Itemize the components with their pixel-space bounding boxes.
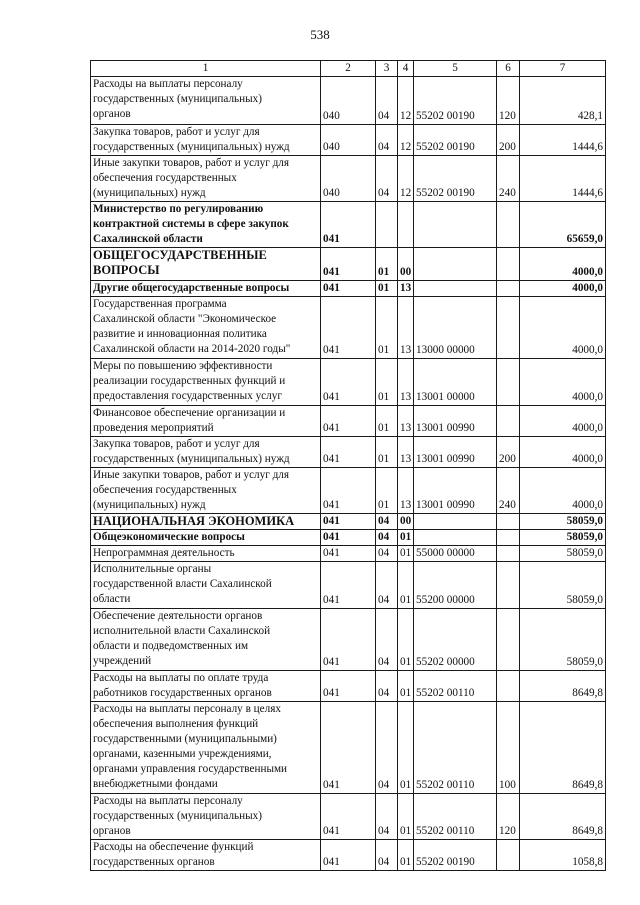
row-name: Расходы на выплаты персоналу государственных (муниципальных) органов <box>91 794 321 840</box>
row-admin-code: 041 <box>321 468 376 514</box>
row-expense-type <box>497 546 520 562</box>
row-admin-code: 041 <box>321 202 376 248</box>
row-target-article <box>414 514 497 530</box>
row-section: 04 <box>376 156 398 202</box>
row-subsection: 01 <box>398 530 414 546</box>
row-section: 04 <box>376 530 398 546</box>
row-expense-type: 200 <box>497 437 520 468</box>
row-subsection: 13 <box>398 437 414 468</box>
row-section: 04 <box>376 514 398 530</box>
row-section: 01 <box>376 437 398 468</box>
row-amount: 4000,0 <box>520 468 606 514</box>
table-row <box>91 281 606 297</box>
header-col-1: 1 <box>91 61 321 77</box>
row-expense-type <box>497 609 520 671</box>
row-target-article: 13001 00990 <box>414 437 497 468</box>
row-target-article: 55200 00000 <box>414 562 497 609</box>
row-target-article: 55202 00110 <box>414 794 497 840</box>
row-expense-type: 100 <box>497 702 520 794</box>
row-admin-code: 041 <box>321 562 376 609</box>
row-section: 04 <box>376 125 398 156</box>
row-section: 04 <box>376 546 398 562</box>
row-amount: 4000,0 <box>520 406 606 437</box>
row-target-article: 55202 00110 <box>414 671 497 702</box>
row-admin-code: 040 <box>321 77 376 125</box>
row-name: Непрограммная деятельность <box>91 546 321 562</box>
row-amount: 4000,0 <box>520 281 606 297</box>
row-section: 04 <box>376 840 398 871</box>
row-subsection: 01 <box>398 702 414 794</box>
row-expense-type <box>497 297 520 359</box>
row-subsection: 01 <box>398 840 414 871</box>
row-subsection: 13 <box>398 406 414 437</box>
row-name: Расходы на выплаты по оплате труда работников государственных органов <box>91 671 321 702</box>
row-amount: 428,1 <box>520 77 606 125</box>
row-admin-code: 041 <box>321 406 376 437</box>
row-amount: 4000,0 <box>520 248 606 281</box>
row-target-article: 55202 00000 <box>414 609 497 671</box>
row-amount: 58059,0 <box>520 562 606 609</box>
row-admin-code: 041 <box>321 281 376 297</box>
row-expense-type <box>497 248 520 281</box>
table-row <box>91 77 606 125</box>
table-row <box>91 359 606 406</box>
row-section: 01 <box>376 281 398 297</box>
table-body <box>91 77 606 871</box>
row-subsection <box>398 202 414 248</box>
row-section <box>376 202 398 248</box>
table-row <box>91 156 606 202</box>
row-amount: 8649,8 <box>520 702 606 794</box>
header-col-3: 3 <box>376 61 398 77</box>
row-subsection: 13 <box>398 281 414 297</box>
row-name: Финансовое обеспечение организации и проведения мероприятий <box>91 406 321 437</box>
row-expense-type: 240 <box>497 468 520 514</box>
row-section: 04 <box>376 671 398 702</box>
row-expense-type: 200 <box>497 125 520 156</box>
row-section: 01 <box>376 406 398 437</box>
row-amount: 58059,0 <box>520 530 606 546</box>
row-target-article: 55202 00190 <box>414 125 497 156</box>
row-expense-type: 120 <box>497 77 520 125</box>
row-subsection: 12 <box>398 125 414 156</box>
row-expense-type: 120 <box>497 794 520 840</box>
row-admin-code: 041 <box>321 359 376 406</box>
row-name: Расходы на обеспечение функций государственных органов <box>91 840 321 871</box>
row-subsection: 12 <box>398 77 414 125</box>
row-name: Расходы на выплаты персоналу в целях обеспечения выполнения функций государственными (муниципальными) органами, казенными учреждениями, органами управления государственными внебюджетными фондами <box>91 702 321 794</box>
row-subsection: 01 <box>398 609 414 671</box>
row-expense-type <box>497 562 520 609</box>
row-target-article: 55202 00190 <box>414 840 497 871</box>
row-admin-code: 041 <box>321 609 376 671</box>
row-subsection: 01 <box>398 546 414 562</box>
row-admin-code: 041 <box>321 702 376 794</box>
row-name: НАЦИОНАЛЬНАЯ ЭКОНОМИКА <box>91 514 321 530</box>
row-section: 01 <box>376 297 398 359</box>
table-row <box>91 530 606 546</box>
row-name: Министерство по регулированию контрактной системы в сфере закупок Сахалинской области <box>91 202 321 248</box>
table-row <box>91 468 606 514</box>
row-amount: 4000,0 <box>520 297 606 359</box>
row-expense-type <box>497 514 520 530</box>
header-col-5: 5 <box>414 61 497 77</box>
row-name: Расходы на выплаты персоналу государственных (муниципальных) органов <box>91 77 321 125</box>
row-expense-type <box>497 840 520 871</box>
row-subsection: 12 <box>398 156 414 202</box>
row-admin-code: 041 <box>321 297 376 359</box>
row-admin-code: 041 <box>321 248 376 281</box>
row-amount: 58059,0 <box>520 514 606 530</box>
row-expense-type: 240 <box>497 156 520 202</box>
row-target-article: 55202 00110 <box>414 702 497 794</box>
row-admin-code: 041 <box>321 671 376 702</box>
row-target-article: 55202 00190 <box>414 156 497 202</box>
row-name: Обеспечение деятельности органов исполнительной власти Сахалинской области и подведомственных им учреждений <box>91 609 321 671</box>
row-expense-type <box>497 281 520 297</box>
row-admin-code: 041 <box>321 437 376 468</box>
table-row <box>91 546 606 562</box>
row-admin-code: 041 <box>321 530 376 546</box>
table-row <box>91 702 606 794</box>
row-target-article <box>414 202 497 248</box>
row-subsection: 00 <box>398 248 414 281</box>
row-expense-type <box>497 202 520 248</box>
row-amount: 58059,0 <box>520 546 606 562</box>
page-number: 538 <box>310 27 330 42</box>
row-name: Иные закупки товаров, работ и услуг для обеспечения государственных (муниципальных) нужд <box>91 156 321 202</box>
row-subsection: 13 <box>398 468 414 514</box>
header-col-7: 7 <box>520 61 606 77</box>
row-target-article: 55000 00000 <box>414 546 497 562</box>
row-amount: 8649,8 <box>520 671 606 702</box>
row-admin-code: 041 <box>321 546 376 562</box>
table-row <box>91 248 606 281</box>
row-admin-code: 041 <box>321 840 376 871</box>
row-admin-code: 041 <box>321 794 376 840</box>
row-name: Меры по повышению эффективности реализации государственных функций и предоставления государственных услуг <box>91 359 321 406</box>
row-amount: 1058,8 <box>520 840 606 871</box>
row-name: Закупка товаров, работ и услуг для государственных (муниципальных) нужд <box>91 125 321 156</box>
table-row <box>91 125 606 156</box>
header-col-4: 4 <box>398 61 414 77</box>
header-col-2: 2 <box>321 61 376 77</box>
row-target-article: 13001 00000 <box>414 359 497 406</box>
table-row <box>91 794 606 840</box>
row-target-article: 55202 00190 <box>414 77 497 125</box>
row-section: 04 <box>376 609 398 671</box>
row-target-article <box>414 281 497 297</box>
header-row <box>91 61 606 77</box>
row-subsection: 13 <box>398 297 414 359</box>
row-name: Государственная программа Сахалинской области "Экономическое развитие и инновационная политика Сахалинской области на 2014-2020 годы" <box>91 297 321 359</box>
budget-table <box>90 60 606 871</box>
row-target-article: 13001 00990 <box>414 406 497 437</box>
table-row <box>91 297 606 359</box>
row-expense-type <box>497 671 520 702</box>
row-admin-code: 040 <box>321 125 376 156</box>
row-subsection: 01 <box>398 562 414 609</box>
table-row <box>91 562 606 609</box>
table-row <box>91 406 606 437</box>
row-name: Другие общегосударственные вопросы <box>91 281 321 297</box>
row-amount: 4000,0 <box>520 437 606 468</box>
row-subsection: 01 <box>398 794 414 840</box>
row-name: Исполнительные органы государственной власти Сахалинской области <box>91 562 321 609</box>
table-row <box>91 202 606 248</box>
row-target-article: 13001 00990 <box>414 468 497 514</box>
row-section: 04 <box>376 77 398 125</box>
row-subsection: 00 <box>398 514 414 530</box>
row-section: 04 <box>376 562 398 609</box>
row-subsection: 01 <box>398 671 414 702</box>
row-amount: 65659,0 <box>520 202 606 248</box>
row-amount: 1444,6 <box>520 156 606 202</box>
row-expense-type <box>497 359 520 406</box>
table-row <box>91 437 606 468</box>
table-row <box>91 609 606 671</box>
row-amount: 8649,8 <box>520 794 606 840</box>
row-admin-code: 040 <box>321 156 376 202</box>
row-amount: 58059,0 <box>520 609 606 671</box>
row-subsection: 13 <box>398 359 414 406</box>
row-section: 01 <box>376 468 398 514</box>
row-admin-code: 041 <box>321 514 376 530</box>
header-col-6: 6 <box>497 61 520 77</box>
row-target-article: 13000 00000 <box>414 297 497 359</box>
table-row <box>91 671 606 702</box>
row-name: Закупка товаров, работ и услуг для государственных (муниципальных) нужд <box>91 437 321 468</box>
row-section: 01 <box>376 359 398 406</box>
table-row <box>91 514 606 530</box>
row-expense-type <box>497 530 520 546</box>
table-row <box>91 840 606 871</box>
row-name: ОБЩЕГОСУДАРСТВЕННЫЕ ВОПРОСЫ <box>91 248 321 281</box>
row-expense-type <box>497 406 520 437</box>
row-section: 04 <box>376 794 398 840</box>
row-amount: 4000,0 <box>520 359 606 406</box>
row-name: Общеэкономические вопросы <box>91 530 321 546</box>
row-target-article <box>414 530 497 546</box>
row-section: 01 <box>376 248 398 281</box>
row-target-article <box>414 248 497 281</box>
row-amount: 1444,6 <box>520 125 606 156</box>
row-section: 04 <box>376 702 398 794</box>
row-name: Иные закупки товаров, работ и услуг для обеспечения государственных (муниципальных) нужд <box>91 468 321 514</box>
